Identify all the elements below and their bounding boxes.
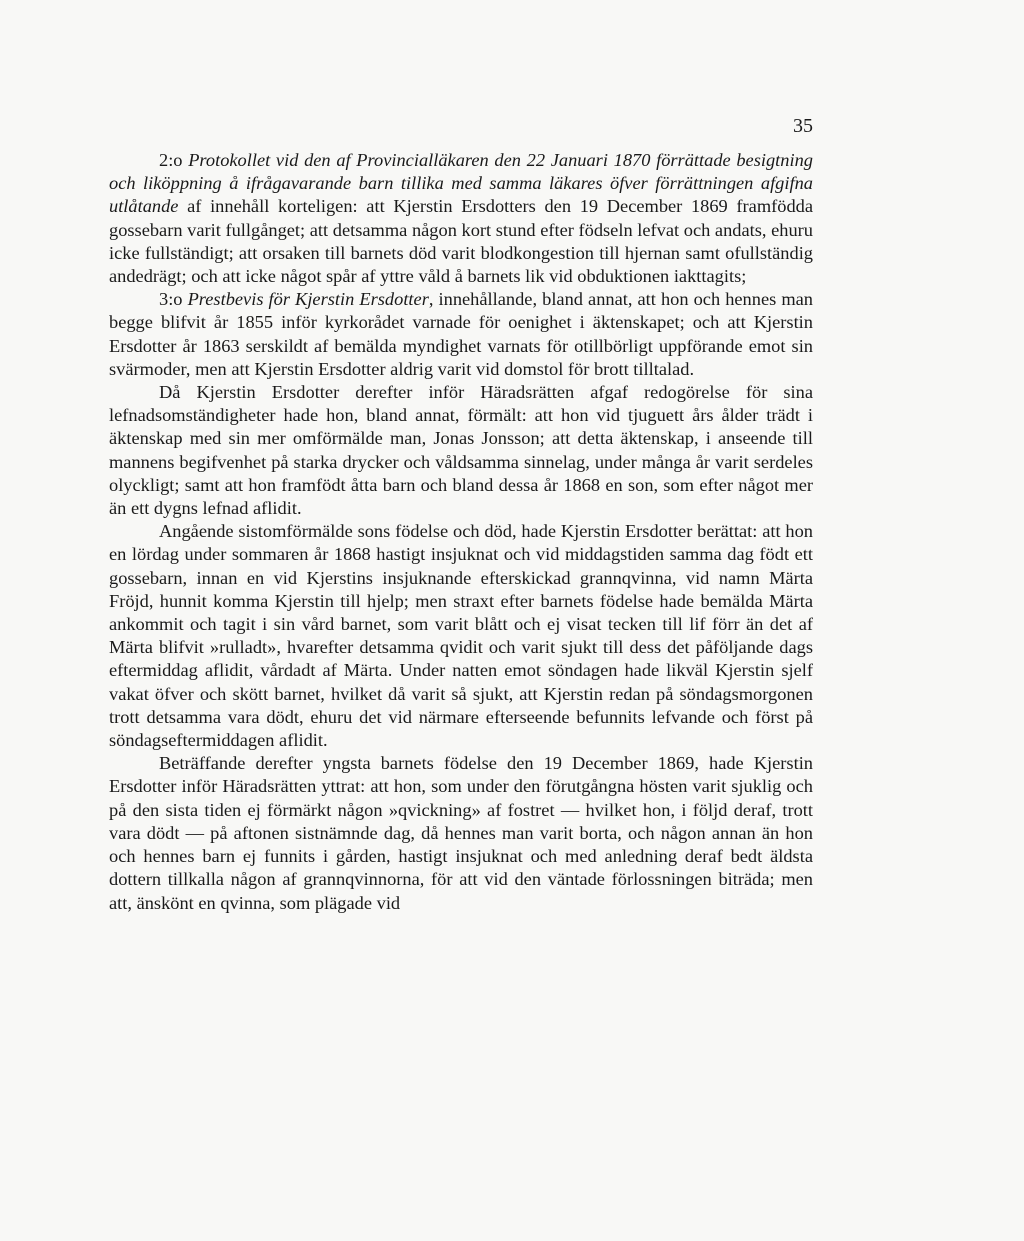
paragraph-text: Beträffande derefter yngsta barnets födelse den 19 December 1869, hade Kjerstin Ersdotter inför Häradsrätten yttrat: att hon, som under den förutgångna hösten varit sjuklig och på den sista tiden ej förmärkt någon »qvickning» af fostret — hvilket hon, i följd deraf, trott vara dödt — på aftonen sistnämnde dag, då hennes man varit borta, och någon annan än hon och hennes barn ej funnits i gården, hastigt insjuknat och med anledning deraf bedt äldsta dottern tillkalla någon af grannqvinnorna, för att vid den väntade förlossningen biträda; men att, änskönt en qvinna, som plägade vid <box>109 753 813 913</box>
paragraph-son-death <box>109 520 813 752</box>
paragraph-2o <box>109 149 813 288</box>
page-number: 35 <box>793 115 813 137</box>
paragraph-3o <box>109 288 813 381</box>
paragraph-text: Då Kjerstin Ersdotter derefter inför Häradsrätten afgaf redogörelse för sina lefnadsomständigheter hade hon, bland annat, förmält: att hon vid tjuguett års ålder trädt i äktenskap med sin mer omförmälde man, Jonas Jonsson; att detta äktenskap, i anseende till mannens begifvenhet på starka drycker och våldsamma sinnelag, under många år varit serdeles olyckligt; samt att hon framfödt åtta barn och bland dessa år 1868 en son, som efter något mer än ett dygns lefnad aflidit. <box>109 382 813 519</box>
paragraph-life-history <box>109 381 813 520</box>
paragraph-text: , innehållande, bland annat, att hon och hennes man begge blifvit år 1855 inför kyrkorådet varnade för oenighet i äktenskapet; och att Kjerstin Ersdotter år 1863 serskildt af bemälda myndighet varnats för otillbörligt uppförande emot sin svärmoder, men att Kjerstin Ersdotter aldrig varit vid domstol för brott tilltalad. <box>109 289 813 379</box>
paragraph-lead: 3:o <box>159 289 188 310</box>
paragraph-youngest-child <box>109 752 813 914</box>
body-text <box>109 149 813 915</box>
paragraph-italic: Protokollet vid den af Provincialläkaren den 22 Januari 1870 förrättade besigtning och liköppning å ifrågavarande barn tillika med samma läkares öfver förrättningen afgifna utlåtande <box>109 150 813 217</box>
paragraph-text: af innehåll korteligen: att Kjerstin Ersdotters den 19 December 1869 framfödda gossebarn varit fullgånget; att detsamma någon kort stund efter födseln lefvat och andats, ehuru icke fullständigt; att orsaken till barnets död varit blodkongestion till hjernan samt ofullständig andedrägt; och att icke något spår af yttre våld å barnets lik vid obduktionen iakttagits; <box>109 196 813 287</box>
paragraph-italic: Prestbevis för Kjerstin Ersdotter <box>187 289 429 310</box>
paragraph-lead: 2:o <box>159 150 189 170</box>
paragraph-text: Angående sistomförmälde sons födelse och död, hade Kjerstin Ersdotter berättat: att hon en lördag under sommaren år 1868 hastigt insjuknat och vid middagstiden samma dag födt ett gossebarn, innan en vid Kjerstins insjuknande efterskickad grannqvinna, vid namn Märta Fröjd, hunnit komma Kjerstin till hjelp; men straxt efter barnets födelse hade bemälda Märta ankommit och tagit i sin vård barnet, som varit blått och ej visat tecken till lif förr än det af Märta blifvit »rulladt», hvarefter detsamma qvidit och varit sjukt till dess det påföljande dags eftermiddag aflidit, vårdadt af Märta. Under natten emot söndagen hade likväl Kjerstin sjelf vakat öfver och skött barnet, hvilket då varit så sjukt, att Kjerstin redan på söndagsmorgonen trott detsamma vara dödt, ehuru det vid närmare efterseende befunnits lefvande och först på söndagseftermiddagen aflidit. <box>109 521 813 751</box>
